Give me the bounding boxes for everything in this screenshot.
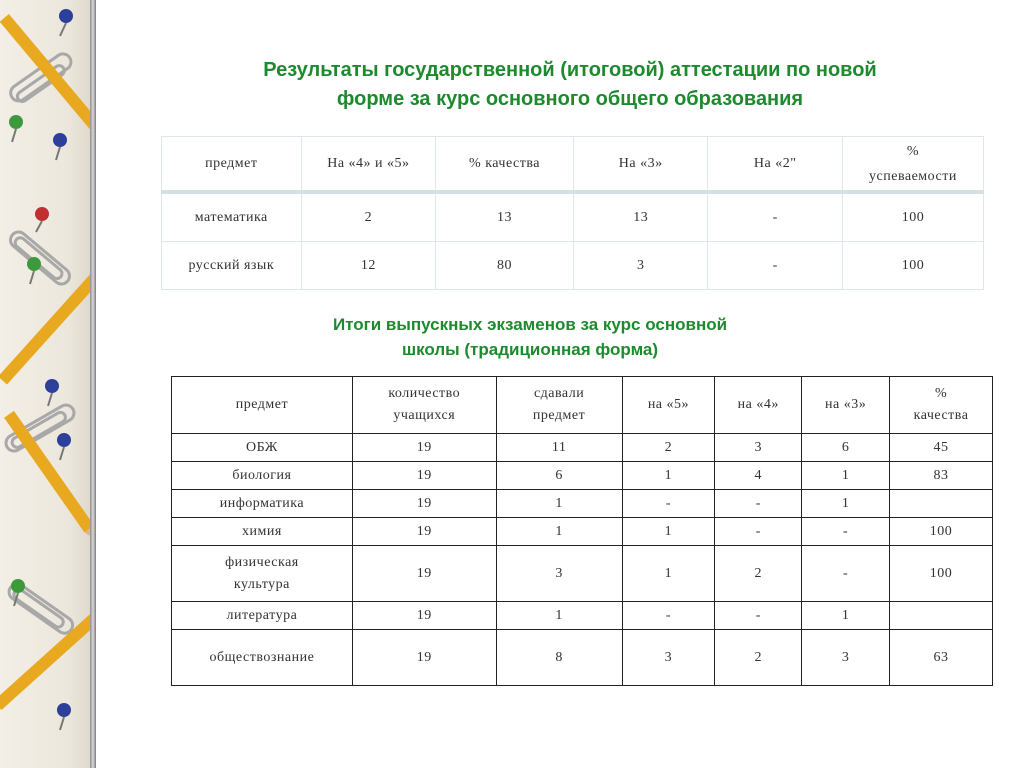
table-cell: биология: [172, 462, 353, 490]
table-cell: 1: [622, 462, 715, 490]
table-cell: 8: [496, 630, 622, 686]
table-cell: 4: [715, 462, 802, 490]
table-cell: 100: [890, 546, 993, 602]
table-cell: 2: [301, 192, 436, 242]
table-row: [172, 630, 993, 686]
table-cell: -: [802, 518, 890, 546]
table-cell: 1: [622, 518, 715, 546]
table-cell: -: [708, 192, 842, 242]
table-cell: [890, 602, 993, 630]
table-cell: русский язык: [162, 242, 302, 290]
table-cell: информатика: [172, 490, 353, 518]
table-row: [172, 434, 993, 462]
table-cell: 80: [436, 242, 574, 290]
table-cell: 1: [622, 546, 715, 602]
table-cell: 3: [573, 242, 708, 290]
table-cell: -: [802, 546, 890, 602]
table-row: [172, 518, 993, 546]
table-cell: -: [715, 602, 802, 630]
cell-line: культура: [233, 576, 290, 592]
table-cell: 2: [715, 630, 802, 686]
table-cell: 1: [496, 518, 622, 546]
page-title: [120, 56, 1020, 114]
table-row: [172, 490, 993, 518]
header-line: учащихся: [393, 408, 456, 423]
table-cell: [890, 490, 993, 518]
table-cell: 19: [352, 630, 496, 686]
table-cell: 19: [352, 602, 496, 630]
title-line-1: Результаты государственной (итоговой) аттестации по новой: [263, 59, 877, 81]
table-cell: 83: [890, 462, 993, 490]
table-row: [172, 462, 993, 490]
header-cell: На «2": [708, 137, 842, 193]
table-cell: 19: [352, 462, 496, 490]
header-cell: на «5»: [622, 377, 715, 434]
table-cell: 19: [352, 490, 496, 518]
table-header-row: [162, 137, 984, 193]
table-cell: 12: [301, 242, 436, 290]
title-line-1: Итоги выпускных экзаменов за курс основной: [332, 315, 728, 334]
section-title: [190, 312, 870, 362]
header-line: успеваемости: [869, 168, 957, 184]
table-cell: 100: [842, 242, 983, 290]
cell-line: физическая: [225, 554, 299, 570]
table-cell: 1: [802, 602, 890, 630]
table-row: [172, 602, 993, 630]
table-cell: 19: [352, 546, 496, 602]
header-cell: % качества: [436, 137, 574, 193]
table-row: [162, 192, 984, 242]
table-cell: -: [622, 490, 715, 518]
table-cell: ОБЖ: [172, 434, 353, 462]
header-cell: предмет: [172, 377, 353, 434]
header-line: качества: [913, 408, 969, 423]
table-cell: 3: [802, 630, 890, 686]
table-header-row: [172, 377, 993, 434]
table-cell: -: [622, 602, 715, 630]
table-cell: химия: [172, 518, 353, 546]
header-cell: На «3»: [573, 137, 708, 193]
border-edge: [90, 0, 96, 768]
table-cell: 19: [352, 518, 496, 546]
table-cell: 2: [715, 546, 802, 602]
table-cell: 13: [436, 192, 574, 242]
table-cell: 1: [802, 490, 890, 518]
title-line-2: форме за курс основного общего образования: [336, 88, 804, 110]
table-cell: -: [708, 242, 842, 290]
table-cell: 19: [352, 434, 496, 462]
header-line: %: [934, 386, 948, 401]
exam-results-table-traditional: [171, 376, 993, 686]
header-cell: на «3»: [802, 377, 890, 434]
header-line: %: [906, 143, 920, 159]
title-line-2: школы (традиционная форма): [401, 340, 659, 359]
table-cell: 100: [890, 518, 993, 546]
table-cell: 100: [842, 192, 983, 242]
header-line: предмет: [532, 408, 586, 423]
table-cell: [172, 546, 353, 602]
table-cell: 1: [496, 490, 622, 518]
table-cell: 13: [573, 192, 708, 242]
header-cell: [842, 137, 983, 193]
table-cell: 11: [496, 434, 622, 462]
header-cell: предмет: [162, 137, 302, 193]
header-cell: [352, 377, 496, 434]
table-cell: обществознание: [172, 630, 353, 686]
table-cell: 1: [802, 462, 890, 490]
header-cell: на «4»: [715, 377, 802, 434]
table-cell: 6: [802, 434, 890, 462]
table-cell: 2: [622, 434, 715, 462]
decorative-border: [0, 0, 96, 768]
header-cell: [496, 377, 622, 434]
table-cell: 3: [496, 546, 622, 602]
table-cell: математика: [162, 192, 302, 242]
table-cell: 1: [496, 602, 622, 630]
header-line: сдавали: [533, 386, 585, 401]
header-cell: На «4» и «5»: [301, 137, 436, 193]
school-supplies-decor: [0, 0, 96, 768]
header-line: количество: [388, 386, 461, 401]
table-row: [172, 546, 993, 602]
table-cell: -: [715, 518, 802, 546]
table-cell: 3: [622, 630, 715, 686]
header-cell: [890, 377, 993, 434]
table-cell: 45: [890, 434, 993, 462]
table-cell: 3: [715, 434, 802, 462]
table-cell: 6: [496, 462, 622, 490]
table-cell: 63: [890, 630, 993, 686]
table-cell: литература: [172, 602, 353, 630]
results-table-new-form: [161, 136, 984, 290]
table-row: [162, 242, 984, 290]
table-cell: -: [715, 490, 802, 518]
